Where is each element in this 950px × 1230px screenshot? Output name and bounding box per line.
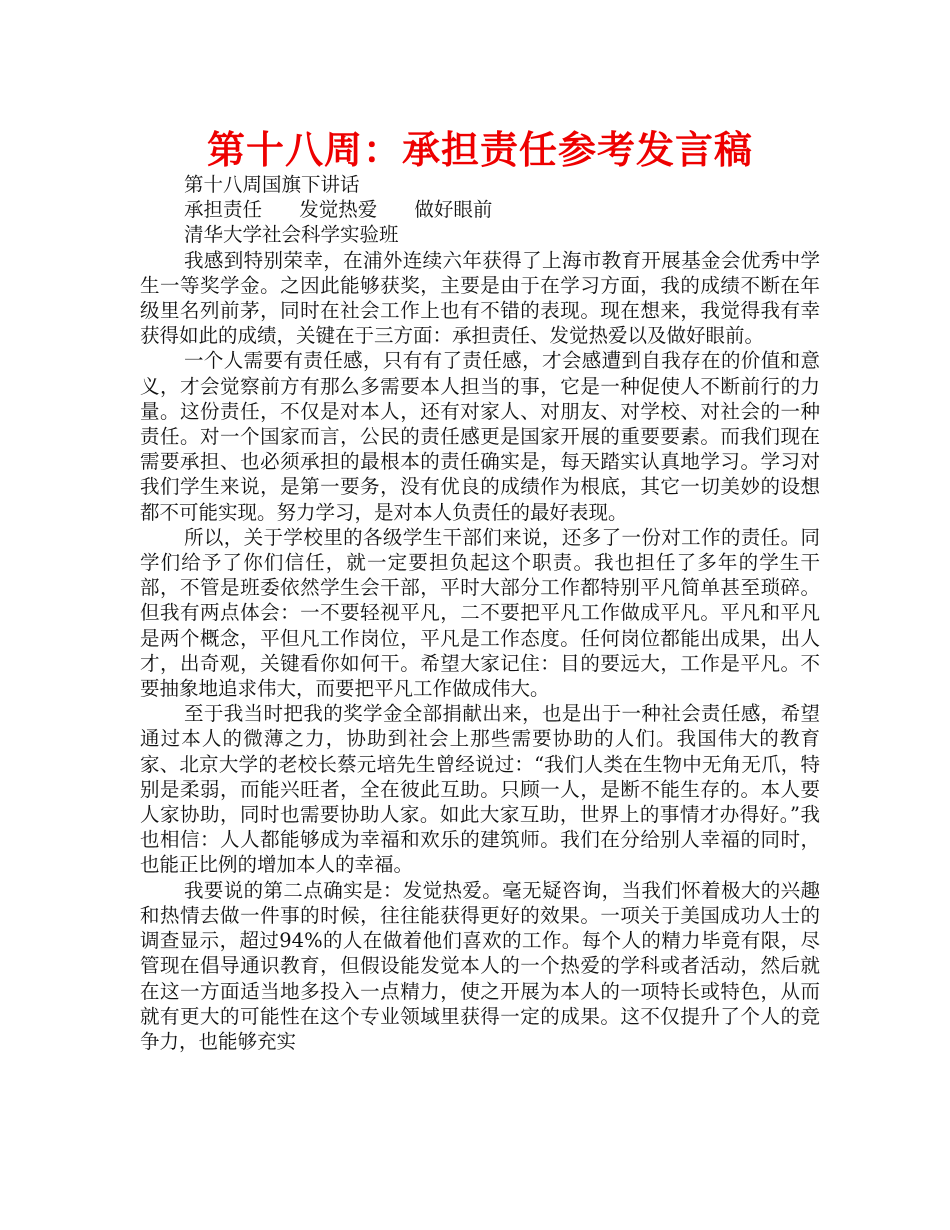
paragraph-intro: 我感到特别荣幸，在浦外连续六年获得了上海市教育开展基金会优秀中学生一等奖学金。之因此能够获奖，主要是由于在学习方面，我的成绩不断在年级里名列前茅，同时在社会工作上也有不错的表现。现在想来，我觉得我有幸获得如此的成绩，关键在于三方面：承担责任、发觉热爱以及做好眼前。 — [140, 248, 820, 348]
paragraph-discover-passion: 我要说的第二点确实是：发觉热爱。毫无疑咨询，当我们怀着极大的兴趣和热情去做一件事的时候，往往能获得更好的效果。一项关于美国成功人士的调查显示，超过94%的人在做着他们喜欢的工作。每个人的精力毕竟有限，尽管现在倡导通识教育，但假设能发觉本人的一个热爱的学科或者活动，然后就在这一方面适当地多投入一点精力，使之开展为本人的一项特长或特色，从而就有更大的可能性在这个专业领域里获得一定的成果。这不仅提升了个人的竞争力，也能够充实 — [140, 878, 820, 1053]
document-page — [140, 0, 820, 1054]
speaker-affiliation-line: 清华大学社会科学实验班 — [184, 223, 399, 247]
document-title: 第十八周：承担责任参考发言稿 — [206, 128, 753, 172]
paragraph-scholarship-donation: 至于我当时把我的奖学金全部捐献出来，也是出于一种社会责任感，希望通过本人的微薄之力，协助到社会上那些需要协助的人们。我国伟大的教育家、北京大学的老校长蔡元培先生曾经说过：“我们人类在生物中无角无爪，特别是柔弱，而能兴旺者，全在彼此互助。只顾一人，是断不能生存的。本人要人家协助，同时也需要协助人家。如此大家互助，世界上的事情才办得好。”我也相信：人人都能够成为幸福和欢乐的建筑师。我们在分给别人幸福的同时，也能正比例的增加本人的幸福。 — [140, 702, 820, 877]
paragraph-responsibility: 一个人需要有责任感，只有有了责任感，才会感遭到自我存在的价值和意义，才会觉察前方有那么多需要本人担当的事，它是一种促使人不断前行的力量。这份责任，不仅是对本人，还有对家人、对朋友、对学校、对社会的一种责任。对一个国家而言，公民的责任感更是国家开展的重要要素。而我们现在需要承担、也必须承担的最根本的责任确实是，每天踏实认真地学习。学习对我们学生来说，是第一要务，没有优良的成绩作为根底，其它一切美妙的设想都不可能实现。努力学习，是对本人负责任的最好表现。 — [140, 349, 820, 524]
speech-occasion-line: 第十八周国旗下讲话 — [184, 173, 360, 196]
paragraph-student-cadres: 所以，关于学校里的各级学生干部们来说，还多了一份对工作的责任。同学们给予了你们信任，就一定要担负起这个职责。我也担任了多年的学生干部，不管是班委依然学生会干部，平时大部分工作都特别平凡简单甚至琐碎。但我有两点体会：一不要轻视平凡，二不要把平凡工作做成平凡。平凡和平凡是两个概念，平但凡工作岗位，平凡是工作态度。任何岗位都能出成果，出人才，出奇观，关键看你如何干。希望大家记住：目的要远大，工作是平凡。不要抽象地追求伟大，而要把平凡工作做成伟大。 — [140, 525, 820, 701]
speech-theme-line: 承担责任 发觉热爱 做好眼前 — [184, 198, 493, 222]
document-body — [140, 172, 820, 1054]
